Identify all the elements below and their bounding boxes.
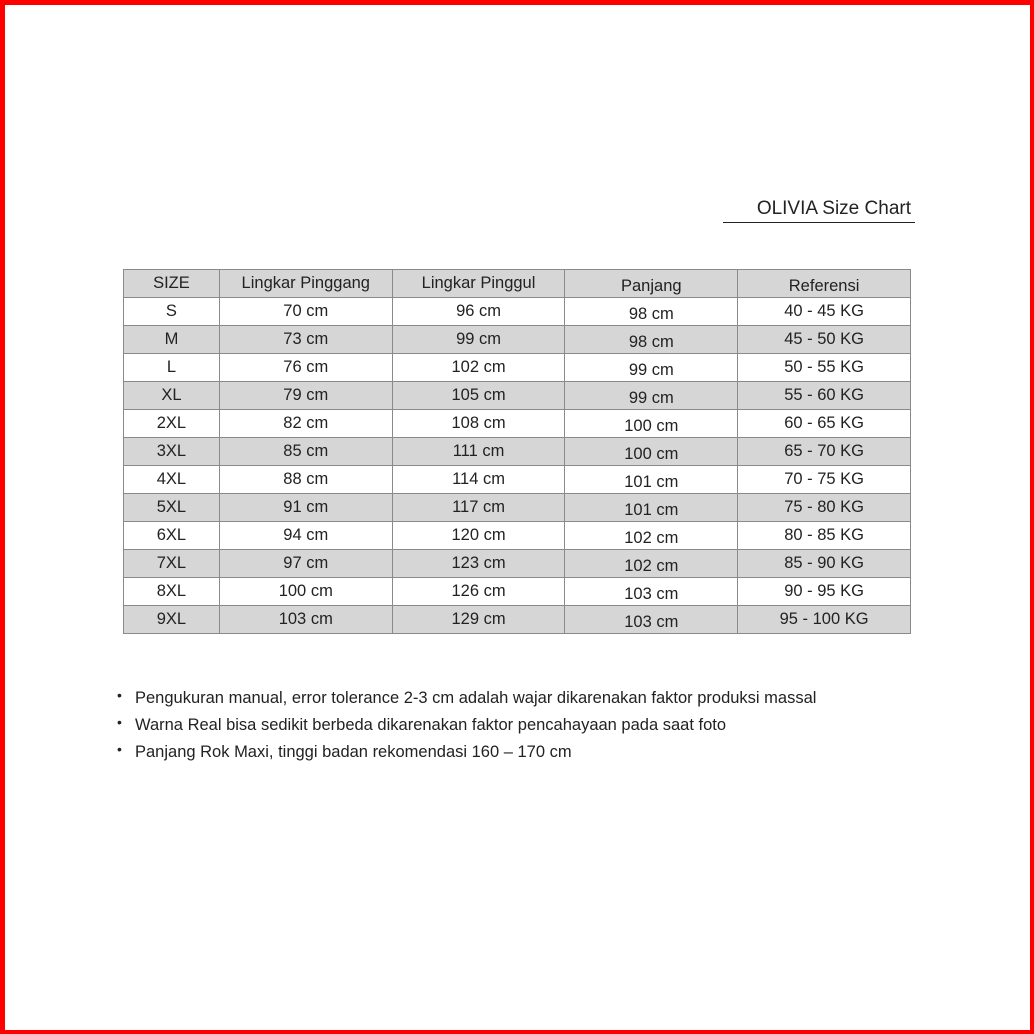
- cell-panjang: 102 cm: [565, 522, 738, 550]
- note-item: [117, 686, 816, 713]
- cell-size: 7XL: [124, 550, 220, 578]
- cell-lingkar-pinggul: 102 cm: [392, 354, 565, 382]
- cell-referensi: 40 - 45 KG: [738, 298, 911, 326]
- table-row: [124, 494, 911, 522]
- cell-lingkar-pinggul: 99 cm: [392, 326, 565, 354]
- bullet-icon: •: [117, 741, 122, 757]
- cell-lingkar-pinggul: 96 cm: [392, 298, 565, 326]
- cell-lingkar-pinggang: 70 cm: [219, 298, 392, 326]
- cell-lingkar-pinggul: 126 cm: [392, 578, 565, 606]
- cell-panjang: 100 cm: [565, 410, 738, 438]
- table-row: [124, 438, 911, 466]
- cell-panjang: 98 cm: [565, 326, 738, 354]
- header-lingkar-pinggang: Lingkar Pinggang: [219, 270, 392, 298]
- cell-size: XL: [124, 382, 220, 410]
- header-size: SIZE: [124, 270, 220, 298]
- title-text: OLIVIA Size Chart: [756, 198, 911, 219]
- note-text: Panjang Rok Maxi, tinggi badan rekomendasi 160 – 170 cm: [135, 743, 572, 761]
- cell-panjang: 103 cm: [565, 578, 738, 606]
- cell-referensi: 55 - 60 KG: [738, 382, 911, 410]
- cell-lingkar-pinggang: 82 cm: [219, 410, 392, 438]
- cell-referensi: 80 - 85 KG: [738, 522, 911, 550]
- note-item: [117, 740, 816, 767]
- cell-referensi: 95 - 100 KG: [738, 606, 911, 634]
- table-row: [124, 298, 911, 326]
- cell-size: L: [124, 354, 220, 382]
- cell-panjang: 99 cm: [565, 354, 738, 382]
- header-panjang: Panjang: [565, 270, 738, 298]
- table-row: [124, 382, 911, 410]
- cell-lingkar-pinggang: 94 cm: [219, 522, 392, 550]
- cell-lingkar-pinggul: 114 cm: [392, 466, 565, 494]
- bullet-icon: •: [117, 687, 122, 703]
- size-chart-table: [123, 269, 911, 634]
- cell-referensi: 85 - 90 KG: [738, 550, 911, 578]
- cell-panjang: 103 cm: [565, 606, 738, 634]
- table-row: [124, 578, 911, 606]
- table-row: [124, 550, 911, 578]
- bullet-icon: •: [117, 714, 122, 730]
- table-row: [124, 606, 911, 634]
- cell-lingkar-pinggang: 85 cm: [219, 438, 392, 466]
- cell-referensi: 65 - 70 KG: [738, 438, 911, 466]
- size-chart-title: [723, 198, 915, 223]
- header-lingkar-pinggul: Lingkar Pinggul: [392, 270, 565, 298]
- cell-size: 2XL: [124, 410, 220, 438]
- cell-lingkar-pinggul: 123 cm: [392, 550, 565, 578]
- cell-referensi: 45 - 50 KG: [738, 326, 911, 354]
- cell-lingkar-pinggang: 91 cm: [219, 494, 392, 522]
- cell-lingkar-pinggul: 117 cm: [392, 494, 565, 522]
- cell-size: 5XL: [124, 494, 220, 522]
- cell-lingkar-pinggang: 97 cm: [219, 550, 392, 578]
- cell-size: 8XL: [124, 578, 220, 606]
- cell-size: M: [124, 326, 220, 354]
- note-text: Pengukuran manual, error tolerance 2-3 cm adalah wajar dikarenakan faktor produksi massal: [135, 689, 817, 707]
- cell-lingkar-pinggang: 73 cm: [219, 326, 392, 354]
- table-row: [124, 466, 911, 494]
- cell-lingkar-pinggul: 120 cm: [392, 522, 565, 550]
- table-body: [124, 298, 911, 634]
- cell-size: S: [124, 298, 220, 326]
- cell-size: 3XL: [124, 438, 220, 466]
- cell-size: 4XL: [124, 466, 220, 494]
- cell-lingkar-pinggang: 88 cm: [219, 466, 392, 494]
- cell-lingkar-pinggul: 111 cm: [392, 438, 565, 466]
- cell-size: 6XL: [124, 522, 220, 550]
- cell-panjang: 102 cm: [565, 550, 738, 578]
- cell-lingkar-pinggang: 103 cm: [219, 606, 392, 634]
- cell-panjang: 101 cm: [565, 494, 738, 522]
- cell-lingkar-pinggul: 108 cm: [392, 410, 565, 438]
- table-row: [124, 522, 911, 550]
- cell-referensi: 75 - 80 KG: [738, 494, 911, 522]
- notes-list: [117, 686, 816, 767]
- cell-referensi: 60 - 65 KG: [738, 410, 911, 438]
- cell-lingkar-pinggul: 105 cm: [392, 382, 565, 410]
- cell-lingkar-pinggul: 129 cm: [392, 606, 565, 634]
- table-row: [124, 410, 911, 438]
- cell-panjang: 98 cm: [565, 298, 738, 326]
- cell-panjang: 101 cm: [565, 466, 738, 494]
- cell-lingkar-pinggang: 100 cm: [219, 578, 392, 606]
- table-row: [124, 326, 911, 354]
- cell-panjang: 99 cm: [565, 382, 738, 410]
- cell-referensi: 90 - 95 KG: [738, 578, 911, 606]
- cell-referensi: 70 - 75 KG: [738, 466, 911, 494]
- note-item: [117, 713, 816, 740]
- table-row: [124, 354, 911, 382]
- note-text: Warna Real bisa sedikit berbeda dikarenakan faktor pencahayaan pada saat foto: [135, 716, 727, 734]
- cell-panjang: 100 cm: [565, 438, 738, 466]
- header-referensi: Referensi: [738, 270, 911, 298]
- cell-lingkar-pinggang: 79 cm: [219, 382, 392, 410]
- cell-referensi: 50 - 55 KG: [738, 354, 911, 382]
- table-header-row: [124, 270, 911, 298]
- cell-lingkar-pinggang: 76 cm: [219, 354, 392, 382]
- cell-size: 9XL: [124, 606, 220, 634]
